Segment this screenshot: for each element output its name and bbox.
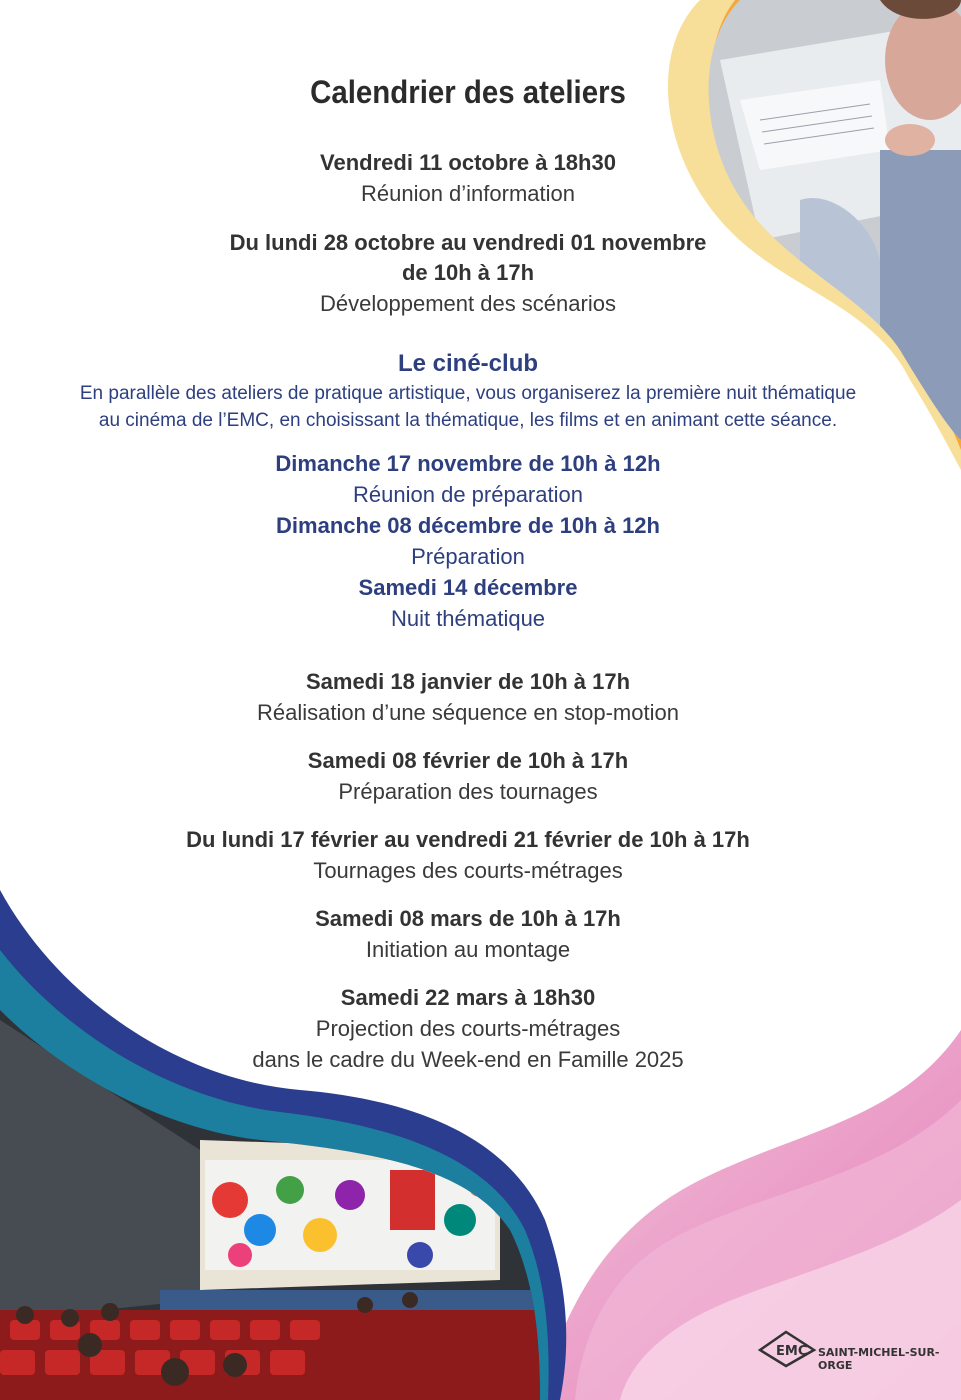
- event-date: Vendredi 11 octobre à 18h30: [320, 150, 616, 175]
- event-description: Initiation au montage: [365, 937, 571, 962]
- page-title: Calendrier des ateliers: [310, 74, 626, 110]
- event-date: Samedi 08 février de 10h à 17h: [307, 748, 629, 773]
- event-date: Samedi 18 janvier de 10h à 17h: [305, 669, 631, 694]
- logo-acronym: EMC: [776, 1344, 808, 1359]
- event-date: Samedi 08 mars de 10h à 17h: [315, 906, 621, 931]
- cine-club-text: au cinéma de l’EMC, en choisissant la thématique, les films et en animant cette séance.: [98, 410, 838, 431]
- logo-city: SAINT-MICHEL-SUR-ORGE: [818, 1346, 940, 1372]
- event-date: Du lundi 28 octobre au vendredi 01 novembre: [229, 230, 707, 255]
- event-description: Nuit thématique: [390, 606, 546, 631]
- event-description: Développement des scénarios: [320, 291, 616, 316]
- event-date: Dimanche 08 décembre de 10h à 12h: [276, 513, 660, 538]
- event-date: Dimanche 17 novembre de 10h à 12h: [275, 451, 661, 476]
- event-date: de 10h à 17h: [401, 260, 535, 285]
- event-description: Réunion de préparation: [353, 482, 583, 507]
- event-description: Réalisation d’une séquence en stop-motion: [257, 700, 679, 725]
- cine-club-title: Le ciné-club: [397, 350, 539, 377]
- event-date: Du lundi 17 février au vendredi 21 février de 10h à 17h: [186, 827, 750, 852]
- cine-club-text: En parallèle des ateliers de pratique artistique, vous organiserez la première nuit thématique: [79, 383, 857, 404]
- event-description: Préparation: [411, 544, 525, 569]
- event-date: Samedi 14 décembre: [358, 575, 578, 600]
- event-description: Tournages des courts-métrages: [313, 858, 623, 883]
- event-description: dans le cadre du Week-end en Famille 2025: [252, 1047, 684, 1072]
- event-description: Préparation des tournages: [338, 779, 598, 804]
- event-description: Projection des courts-métrages: [315, 1016, 621, 1041]
- event-description: Réunion d’information: [360, 181, 576, 206]
- event-date: Samedi 22 mars à 18h30: [340, 985, 596, 1010]
